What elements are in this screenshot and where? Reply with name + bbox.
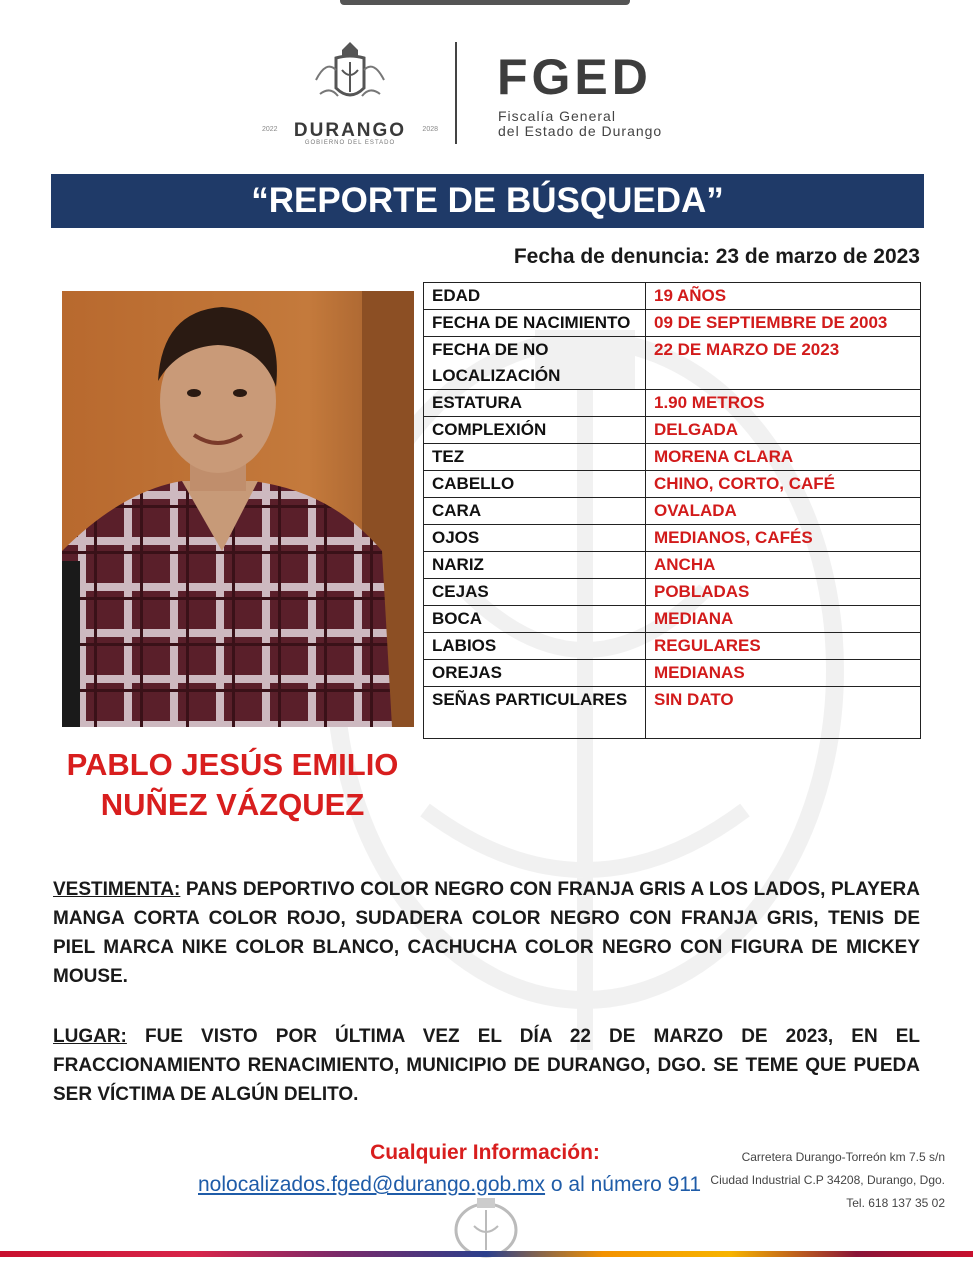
details-row [424,633,921,660]
details-row [424,417,921,444]
details-value: 19 AÑOS [646,283,921,310]
header-divider [455,42,457,144]
details-label: OJOS [424,525,646,552]
report-title-banner: “REPORTE DE BÚSQUEDA” [51,174,924,228]
details-label: BOCA [424,606,646,633]
details-value: 1.90 METROS [646,390,921,417]
contact-email-link[interactable]: nolocalizados.fged@durango.gob.mx [198,1173,546,1196]
details-row [424,660,921,687]
details-row [424,579,921,606]
address-phone: Tel. 618 137 35 02 [846,1196,945,1210]
address-line1: Carretera Durango-Torreón km 7.5 s/n [741,1150,945,1164]
durango-logo [262,40,438,150]
details-row [424,337,921,390]
details-row [424,606,921,633]
bottom-color-stripe [0,1251,973,1257]
durango-crest-icon [312,40,388,116]
durango-subtitle: GOBIERNO DEL ESTADO [304,140,396,146]
person-name-line1: PABLO JESÚS EMILIO [66,747,399,782]
details-value: MEDIANA [646,606,921,633]
location-paragraph [53,1022,920,1109]
details-value: MORENA CLARA [646,444,921,471]
clothing-paragraph [53,875,920,991]
details-label: TEZ [424,444,646,471]
details-table [423,282,921,739]
location-label: LUGAR: [53,1026,127,1047]
details-value: POBLADAS [646,579,921,606]
person-photo [62,291,414,727]
durango-year-right: 2028 [422,126,438,133]
details-value: OVALADA [646,498,921,525]
location-text: FUE VISTO POR ÚLTIMA VEZ EL DÍA 22 DE MARZO DE 2023, EN EL FRACCIONAMIENTO RENACIMIENTO, MUNICIPIO DE DURANGO, DGO. SE TEME QUE PUEDA SER VÍCTIMA DE ALGÚN DELITO. [53,1026,921,1105]
details-label: SEÑAS PARTICULARES [424,687,646,739]
details-label: FECHA DE NO LOCALIZACIÓN [424,337,646,390]
clothing-text: PANS DEPORTIVO COLOR NEGRO CON FRANJA GRIS A LOS LADOS, PLAYERA MANGA CORTA COLOR ROJO, SUDADERA COLOR NEGRO CON FRANJA GRIS, TENIS DE PIEL MARCA NIKE COLOR BLANCO, CACHUCHA COLOR NEGRO CON FIGURA DE MICKEY MOUSE. [53,879,920,987]
durango-year-left: 2022 [262,126,278,133]
details-label: COMPLEXIÓN [424,417,646,444]
details-label: OREJAS [424,660,646,687]
person-name-line2: NUÑEZ VÁZQUEZ [100,787,365,822]
details-value: CHINO, CORTO, CAFÉ [646,471,921,498]
details-row [424,471,921,498]
details-label: EDAD [424,283,646,310]
details-value: REGULARES [646,633,921,660]
details-value: MEDIANAS [646,660,921,687]
details-label: FECHA DE NACIMIENTO [424,310,646,337]
details-label: ESTATURA [424,390,646,417]
details-label: NARIZ [424,552,646,579]
details-row [424,552,921,579]
person-name [40,745,425,825]
details-label: CABELLO [424,471,646,498]
details-label: LABIOS [424,633,646,660]
details-row [424,498,921,525]
details-label: CARA [424,498,646,525]
fged-subtitle-line2: del Estado de Durango [498,123,663,139]
details-row [424,283,921,310]
details-value: MEDIANOS, CAFÉS [646,525,921,552]
contact-title: Cualquier Información: [370,1141,600,1164]
details-value: 22 DE MARZO DE 2023 [646,337,921,390]
details-value: 09 DE SEPTIEMBRE DE 2003 [646,310,921,337]
report-date: Fecha de denuncia: 23 de marzo de 2023 [513,245,920,268]
top-rule [340,0,630,5]
details-row [424,525,921,552]
details-value: ANCHA [646,552,921,579]
details-row [424,310,921,337]
durango-logo-text: DURANGO [293,120,407,141]
clothing-label: VESTIMENTA: [53,879,181,900]
details-table-body [424,283,921,739]
details-value: SIN DATO [646,687,921,739]
state-seal-icon [447,1196,525,1258]
person-photo-illustration [62,291,414,727]
fged-acronym: FGED [497,49,652,105]
details-label: CEJAS [424,579,646,606]
details-row [424,444,921,471]
details-row [424,687,921,739]
contact-phone: o al número 911 [550,1173,702,1196]
contact-line [198,1173,701,1197]
address-line2: Ciudad Industrial C.P 34208, Durango, Dgo. [710,1173,945,1187]
details-row [424,390,921,417]
details-value: DELGADA [646,417,921,444]
fged-subtitle-line1: Fiscalía General [498,108,616,124]
